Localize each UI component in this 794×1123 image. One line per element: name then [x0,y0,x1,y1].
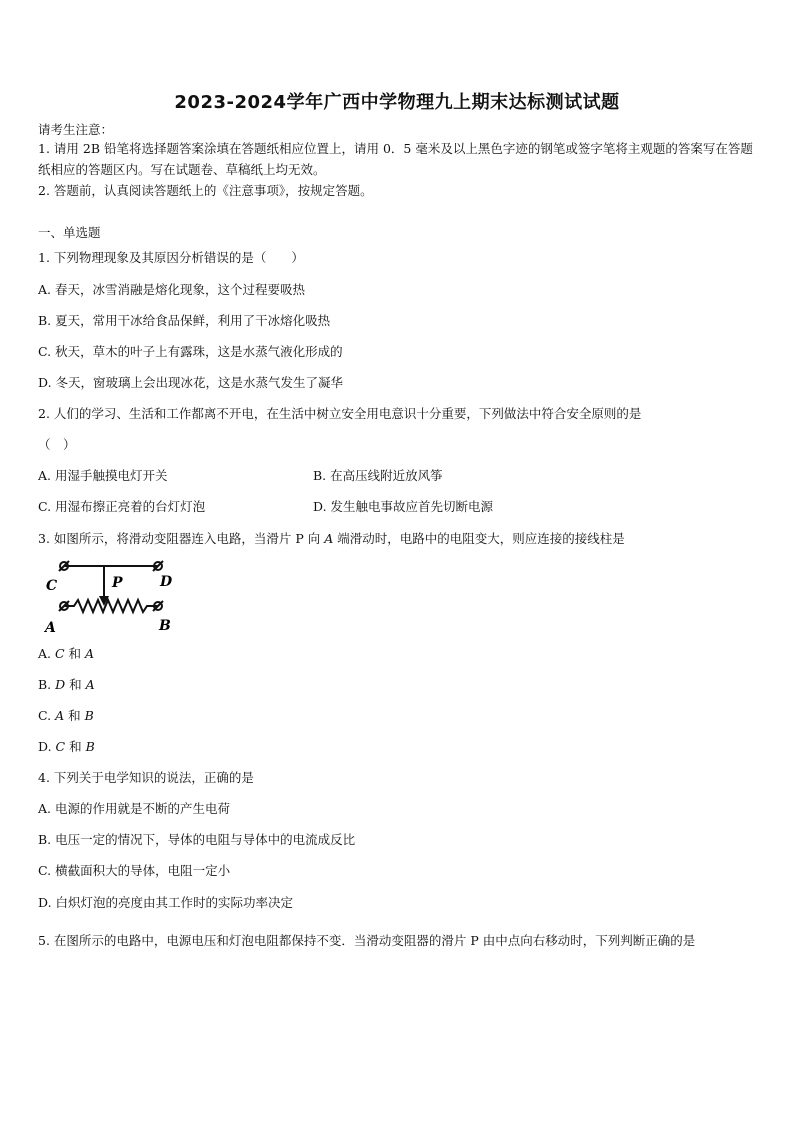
terminal-d [153,561,163,571]
question-1-option-b: B. 夏天，常用干冰给食品保鲜，利用了干冰熔化吸热 [38,313,331,328]
question-1-option-d: D. 冬天，窗玻璃上会出现冰花，这是水蒸气发生了凝华 [38,375,344,390]
notice-item-2: 2. 答题前，认真阅读答题纸上的《注意事项》，按规定答题。 [38,183,373,198]
option-prefix: A. [38,646,55,661]
option-prefix: C. [38,708,56,723]
question-3-stem-a: A [324,531,334,546]
question-2-stem: 2. 人们的学习、生活和工作都离不开电，在生活中树立安全用电意识十分重要，下列做法中符合安全原则的是 [38,406,642,421]
option-terminal-1: D [55,677,66,692]
notice-heading: 请考生注意： [38,122,114,137]
terminal-c [59,561,69,571]
question-4-option-d: D. 白炽灯泡的亮度由其工作时的实际功率决定 [38,895,294,910]
terminal-b [153,601,163,611]
label-c: C [46,578,58,594]
option-prefix: D. [38,739,56,754]
terminal-a [59,601,69,611]
notice-item-1: 1. 请用 2B 铅笔将选择题答案涂填在答题纸相应位置上，请用 0．5 毫米及以上黑色字迹的钢笔或签字笔将主观题的答案写在答题纸相应的答题区内。写在试题卷、草稿纸上均无效。 [38,141,753,177]
option-terminal-2: B [84,708,94,723]
question-3-option-a [38,646,94,662]
option-and: 和 [64,708,85,723]
section-heading: 一、单选题 [38,225,101,240]
question-5-stem: 5. 在图所示的电路中，电源电压和灯泡电阻都保持不变．当滑动变阻器的滑片 P 由中点向右移动时，下列判断正确的是 [38,933,696,948]
option-terminal-1: A [55,708,65,723]
label-d: D [160,574,173,590]
question-3-option-c [38,708,94,724]
question-3-option-b [38,677,95,693]
question-4-option-a: A. 电源的作用就是不断的产生电荷 [38,801,230,816]
option-prefix: B. [38,677,56,692]
question-1-stem: 1. 下列物理现象及其原因分析错误的是（ ） [38,250,304,265]
option-terminal-1: C [54,646,65,661]
question-3-stem [38,531,625,547]
option-terminal-1: C [55,739,66,754]
label-a: A [45,620,56,636]
question-3-stem-before: 3. 如图所示，将滑动变阻器连入电路，当滑片 P 向 [38,531,321,546]
option-and: 和 [65,739,86,754]
resistor-wire [64,600,158,612]
rheostat-diagram [40,556,180,638]
option-terminal-2: A [85,677,95,692]
question-3-stem-after: 端滑动时，电路中的电阻变大，则应连接的接线柱是 [337,531,625,546]
option-terminal-2: B [85,739,95,754]
question-4-option-c: C. 横截面积大的导体，电阻一定小 [38,863,231,878]
question-3-option-d [38,739,95,755]
question-2-option-b: B. 在高压线附近放风筝 [313,468,443,483]
option-terminal-2: A [85,646,95,661]
label-p: P [112,575,123,591]
question-1-option-a: A. 春天，冰雪消融是熔化现象，这个过程要吸热 [38,282,305,297]
question-2-option-c: C. 用湿布擦正亮着的台灯灯泡 [38,499,206,514]
option-and: 和 [64,646,86,661]
page-title: 2023-2024学年广西中学物理九上期末达标测试试题 [174,92,620,113]
question-2-option-a: A. 用湿手触摸电灯开关 [38,468,168,483]
question-4-option-b: B. 电压一定的情况下，导体的电阻与导体中的电流成反比 [38,832,356,847]
question-2-paren: （ ） [38,437,76,452]
question-1-option-c: C. 秋天，草木的叶子上有露珠，这是水蒸气液化形成的 [38,344,343,359]
label-b: B [159,618,171,634]
option-and: 和 [65,677,86,692]
question-2-option-d: D. 发生触电事故应首先切断电源 [313,499,494,514]
question-4-stem: 4. 下列关于电学知识的说法，正确的是 [38,770,254,785]
